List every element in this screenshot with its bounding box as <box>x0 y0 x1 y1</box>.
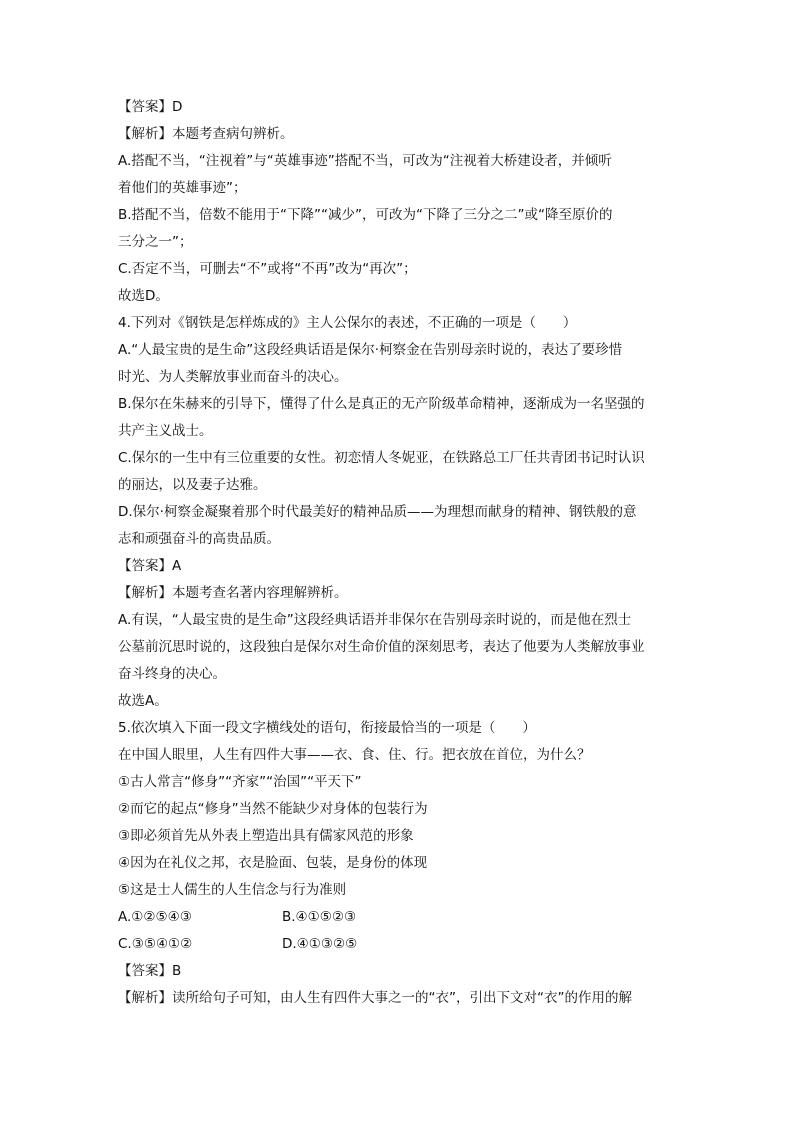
sentence-option: ④因为在礼仪之邦，衣是脸面、包装，是身份的体现 <box>118 855 428 871</box>
text-line: A.搭配不当，“注视着”与“英雄事迹”搭配不当，可改为“注视着大桥建设者，并倾听 <box>118 153 612 169</box>
text-line: C.否定不当，可删去“不”或将“不再”改为“再次”； <box>118 261 417 277</box>
text-line: B.搭配不当，倍数不能用于“下降”“减少”，可改为“下降了三分之二”或“降至原价的 <box>118 207 613 223</box>
text-line: 奋斗终身的决心。 <box>118 666 226 682</box>
question-5-stem: 5.依次填入下面一段文字横线处的语句，衔接最恰当的一项是（ ） <box>118 720 536 736</box>
text-line: 着他们的英雄事迹”； <box>118 180 247 196</box>
sentence-option: ②而它的起点“修身”当然不能缺少对身体的包装行为 <box>118 801 428 817</box>
sentence-option: ③即必须首先从外表上塑造出具有儒家风范的形象 <box>118 828 414 844</box>
choice-row <box>118 904 684 931</box>
choice-c: C.③⑤④①② <box>118 936 193 952</box>
answer-line: 【答案】D <box>118 99 183 115</box>
text-line: 的丽达，以及妻子达雅。 <box>118 477 267 493</box>
text-line: B.保尔在朱赫来的引导下，懂得了什么是真正的无产阶级革命精神，逐渐成为一名坚强的 <box>118 396 645 412</box>
text-line: 公墓前沉思时说的，这段独白是保尔对生命价值的深刻思考，表达了他要为人类解放事业 <box>118 639 645 655</box>
answer-line: 【答案】A <box>118 558 182 574</box>
text-line: 共产主义战士。 <box>118 423 213 439</box>
text-line: 时光、为人类解放事业而奋斗的决心。 <box>118 369 348 385</box>
text-line: A.“人最宝贵的是生命”这段经典话语是保尔·柯察金在告别母亲时说的，表达了要珍惜 <box>118 342 623 358</box>
text-line: 三分之一”； <box>118 234 193 250</box>
choice-a: A.①②⑤④③ <box>118 909 192 925</box>
answer-line: 【答案】B <box>118 963 182 979</box>
text-line: 故选A。 <box>118 693 168 709</box>
choice-row <box>118 931 684 958</box>
text-line: D.保尔·柯察金凝聚着那个时代最美好的精神品质——为理想而献身的精神、钢铁般的意 <box>118 504 637 520</box>
analysis-line: 【解析】本题考查名著内容理解辨析。 <box>118 585 348 601</box>
document-body <box>118 94 684 1012</box>
text-line: A.有误，“人最宝贵的是生命”这段经典话语并非保尔在告别母亲时说的，而是他在烈士 <box>118 612 632 628</box>
choice-b: B.④①⑤②③ <box>282 909 357 925</box>
sentence-option: ①古人常言“修身”“齐家”“治国”“平天下” <box>118 774 362 790</box>
text-line: 在中国人眼里，人生有四件大事——衣、食、住、行。把衣放在首位，为什么？ <box>118 747 591 763</box>
analysis-line: 【解析】读所给句子可知，由人生有四件大事之一的“衣”，引出下文对“衣”的作用的解 <box>118 990 632 1006</box>
analysis-line: 【解析】本题考查病句辨析。 <box>118 126 294 142</box>
text-line: C.保尔的一生中有三位重要的女性。初恋情人冬妮亚，在铁路总工厂任共青团书记时认识 <box>118 450 645 466</box>
choice-d: D.④①③②⑤ <box>282 936 358 952</box>
text-line: 志和顽强奋斗的高贵品质。 <box>118 531 280 547</box>
sentence-option: ⑤这是士人儒生的人生信念与行为准则 <box>118 882 347 898</box>
text-line: 故选D。 <box>118 288 169 304</box>
question-4-stem: 4.下列对《钢铁是怎样炼成的》主人公保尔的表述，不正确的一项是（ ） <box>118 315 577 331</box>
